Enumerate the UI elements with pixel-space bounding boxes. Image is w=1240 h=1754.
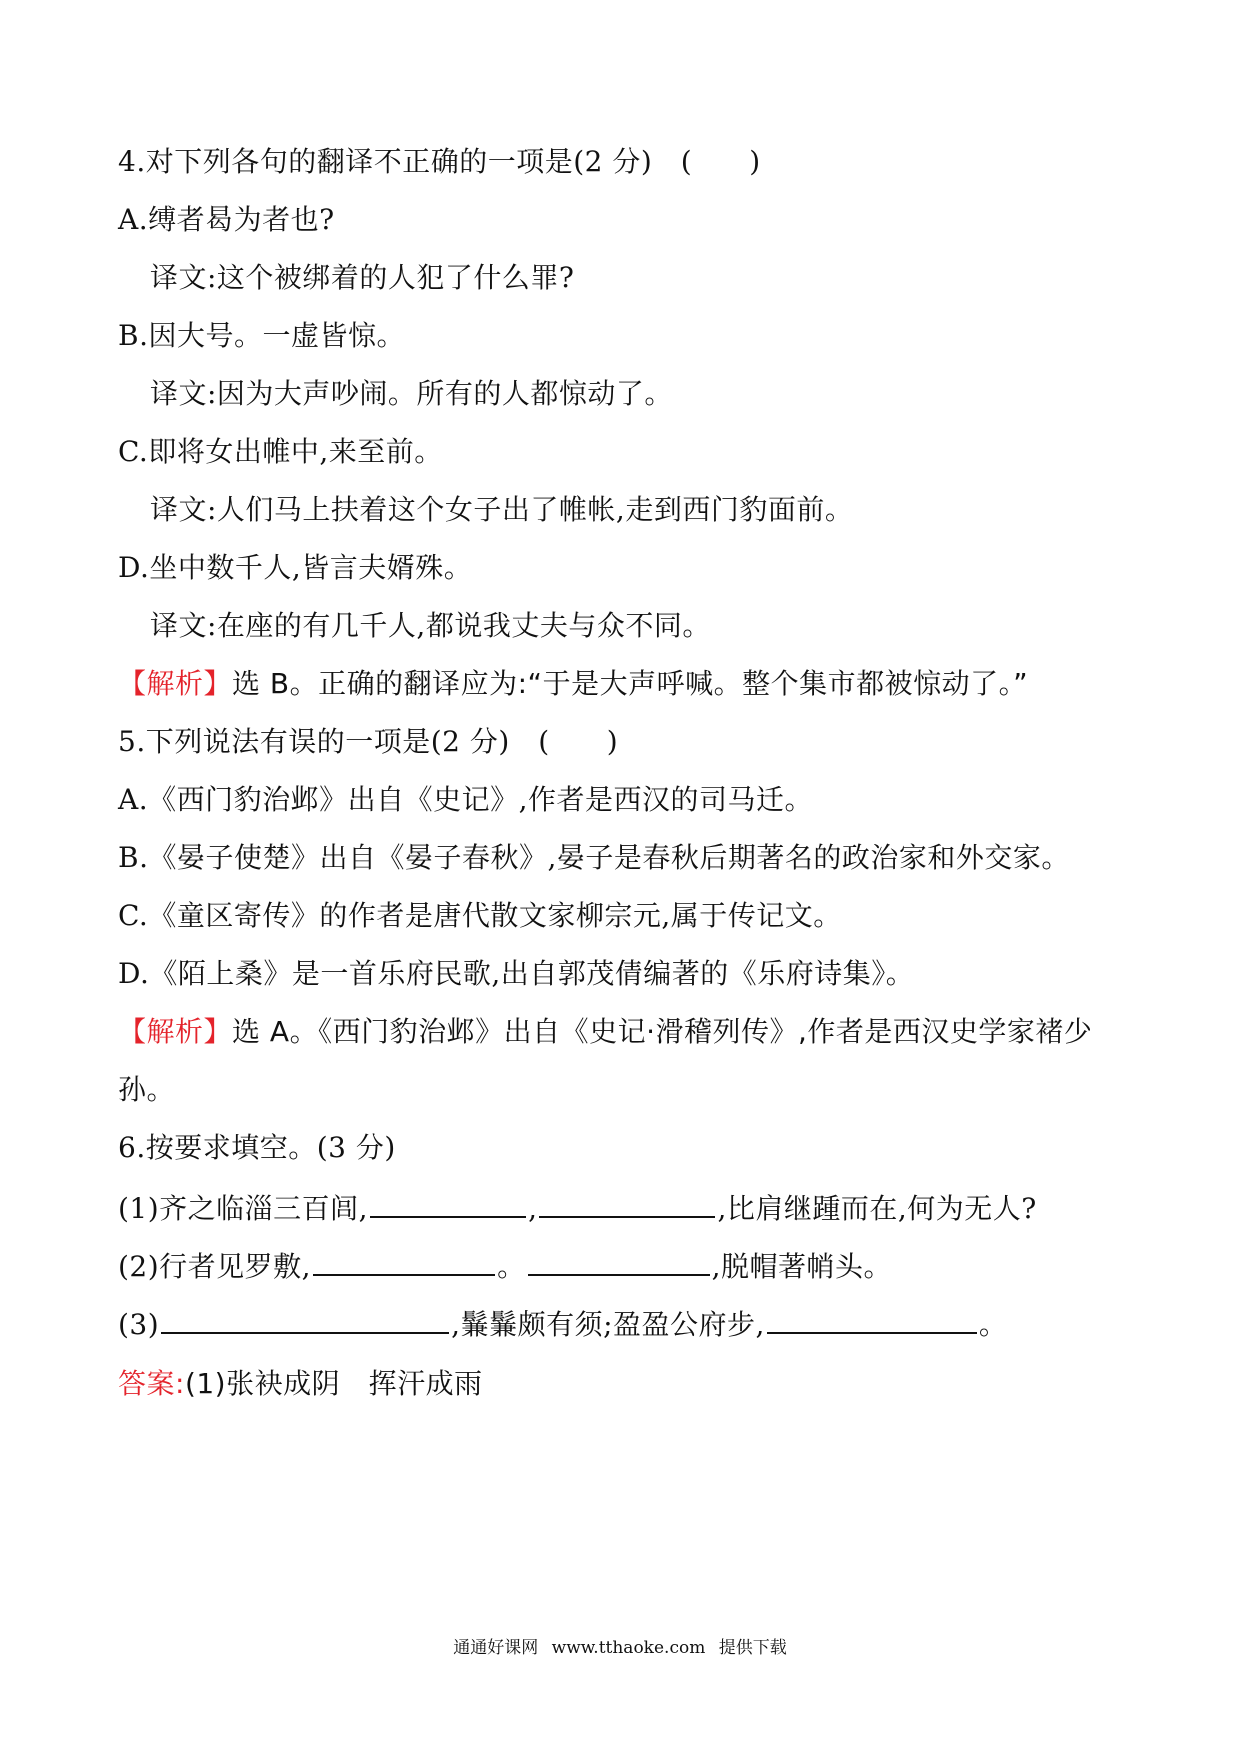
q5-option-b: B.《晏子使楚》出自《晏子春秋》,晏子是春秋后期著名的政治家和外交家。 [118, 841, 1070, 874]
analysis-label: 【解析】 [118, 1015, 233, 1048]
q4-analysis [118, 664, 1028, 704]
footer-note: 提供下载 [718, 1638, 787, 1658]
q5-analysis [118, 1012, 1092, 1052]
q4-option-c: C.即将女出帷中,来至前。 [118, 435, 443, 468]
q6-answer [118, 1364, 483, 1404]
q6-item-1 [118, 1188, 1037, 1229]
q6-item-3-middle: ,鬑鬑颇有须;盈盈公府步, [451, 1308, 765, 1341]
footer-url[interactable]: www.tthaoke.com [551, 1638, 706, 1658]
q6-item-2-prefix: (2)行者见罗敷, [118, 1250, 312, 1283]
q5-analysis-continued: 孙。 [118, 1073, 176, 1106]
q6-item-3 [118, 1304, 1007, 1345]
fill-blank[interactable] [528, 1246, 710, 1276]
fill-blank[interactable] [539, 1188, 715, 1218]
analysis-text: 选 B。正确的翻译应为:“于是大声呼喊。整个集市都被惊动了。” [232, 667, 1029, 700]
footer-site-name: 通通好课网 [453, 1638, 539, 1658]
q6-item-1-separator: , [528, 1192, 538, 1225]
fill-blank[interactable] [313, 1246, 495, 1276]
q4-option-b: B.因大号。一虚皆惊。 [118, 319, 405, 352]
q4-option-c-translation: 译文:人们马上扶着这个女子出了帷帐,走到西门豹面前。 [150, 493, 854, 526]
q4-stem: 4.对下列各句的翻译不正确的一项是(2 分) ( ) [118, 145, 761, 178]
q6-item-2 [118, 1246, 892, 1287]
q5-option-c: C.《童区寄传》的作者是唐代散文家柳宗元,属于传记文。 [118, 899, 842, 932]
q6-item-2-separator: 。 [497, 1250, 526, 1283]
q6-item-1-suffix: ,比肩继踵而在,何为无人? [717, 1192, 1037, 1225]
answer-text: (1)张袂成阴 挥汗成雨 [184, 1367, 483, 1400]
fill-blank[interactable] [161, 1304, 449, 1334]
q6-stem: 6.按要求填空。(3 分) [118, 1131, 396, 1164]
answer-label: 答案: [118, 1367, 185, 1400]
page-footer [0, 1636, 1240, 1660]
q6-item-1-prefix: (1)齐之临淄三百闾, [118, 1192, 369, 1225]
q6-item-2-suffix: ,脱帽著帩头。 [711, 1250, 892, 1283]
q4-option-b-translation: 译文:因为大声吵闹。所有的人都惊动了。 [150, 377, 673, 410]
analysis-label: 【解析】 [118, 667, 233, 700]
q5-option-a: A.《西门豹治邺》出自《史记》,作者是西汉的司马迁。 [118, 783, 814, 816]
q5-option-d: D.《陌上桑》是一首乐府民歌,出自郭茂倩编著的《乐府诗集》。 [118, 957, 915, 990]
analysis-text: 选 A。《西门豹治邺》出自《史记·滑稽列传》,作者是西汉史学家褚少 [232, 1015, 1093, 1048]
q5-stem: 5.下列说法有误的一项是(2 分) ( ) [118, 725, 619, 758]
q4-option-d: D.坐中数千人,皆言夫婿殊。 [118, 551, 473, 584]
q4-option-a-translation: 译文:这个被绑着的人犯了什么罪? [150, 261, 575, 294]
q6-item-3-suffix: 。 [978, 1308, 1008, 1341]
q6-item-3-prefix: (3) [118, 1308, 160, 1341]
fill-blank[interactable] [767, 1304, 977, 1334]
q4-option-a: A.缚者曷为者也? [118, 203, 335, 236]
q4-option-d-translation: 译文:在座的有几千人,都说我丈夫与众不同。 [150, 609, 711, 642]
fill-blank[interactable] [370, 1188, 526, 1218]
